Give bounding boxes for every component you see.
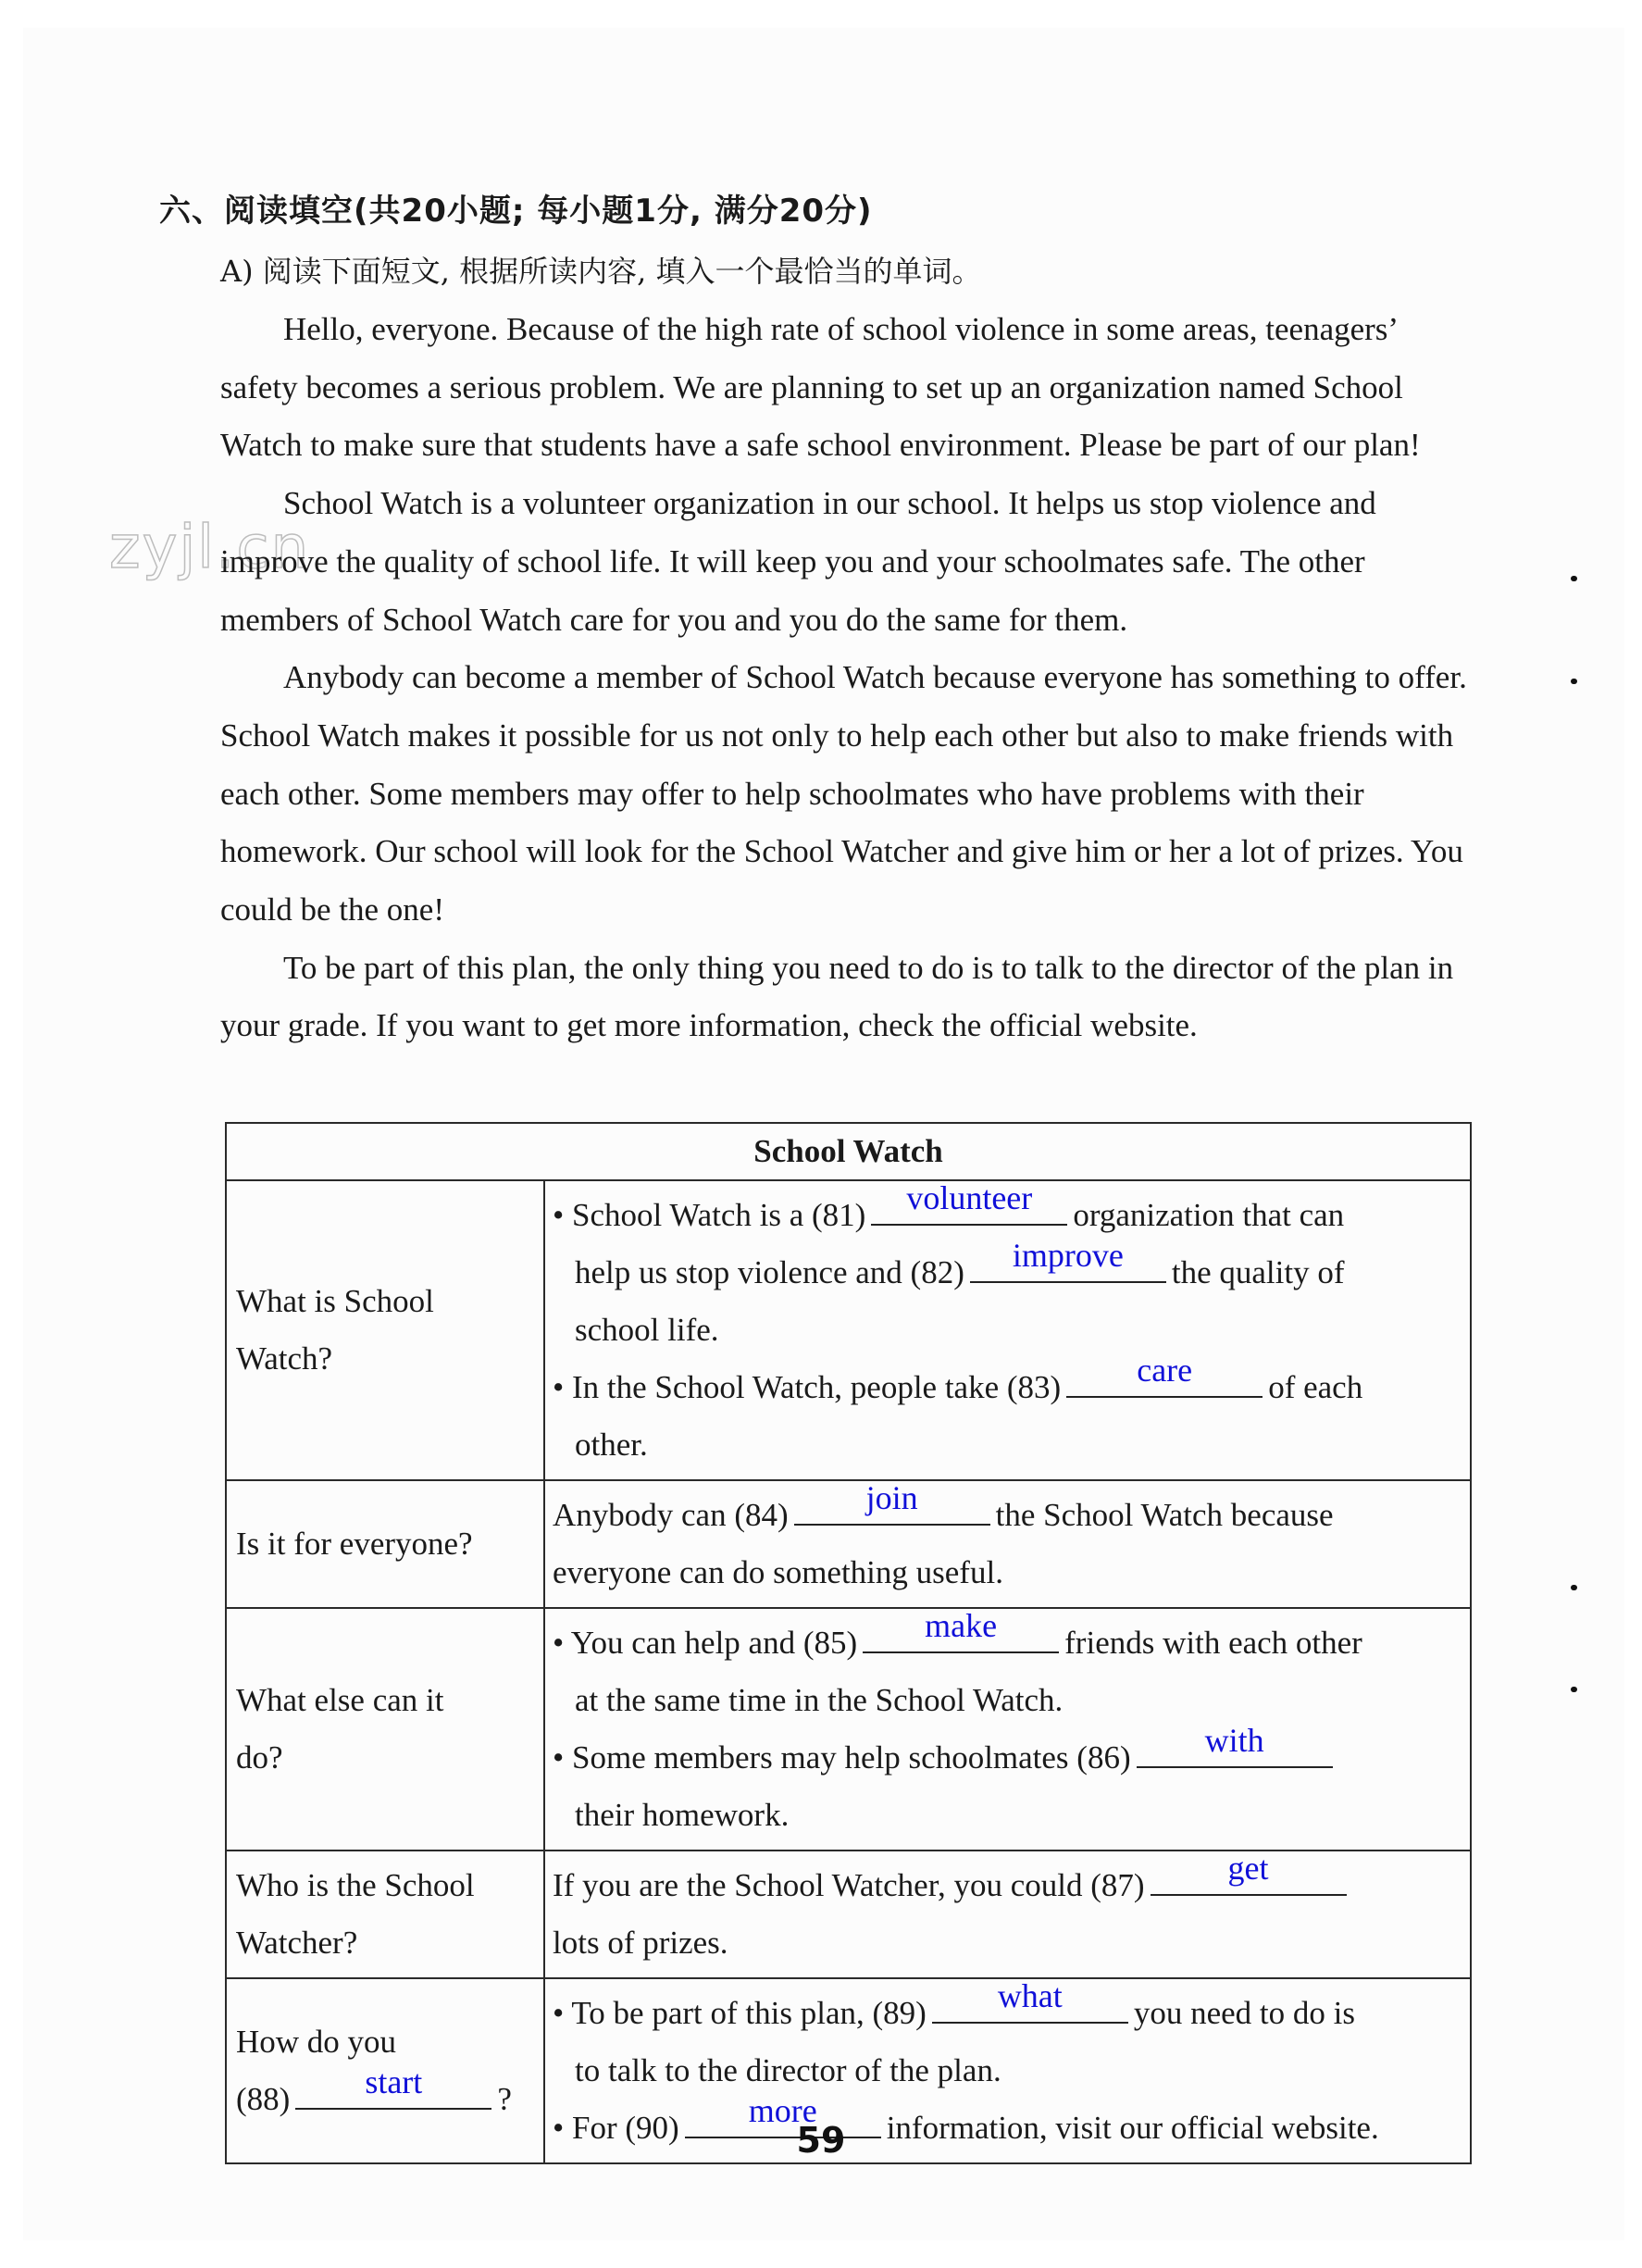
table-row [226, 1180, 1471, 1480]
handwritten-answer: get [1227, 1850, 1269, 1887]
blank-86[interactable] [1137, 1722, 1333, 1768]
answer-line [553, 1977, 1470, 2042]
question-cell [226, 1851, 544, 1978]
answer-line: to talk to the director of the plan. [575, 2052, 1001, 2088]
line-text: the quality of [1171, 1254, 1345, 1290]
question-text: How do you [236, 2024, 397, 2060]
question-text: What else can it [236, 1682, 444, 1718]
handwritten-answer: join [865, 1479, 918, 1516]
scan-speck [1571, 1585, 1577, 1590]
answer-line [553, 1722, 1470, 1787]
question-text: do? [236, 1739, 283, 1776]
answer-line: their homework. [575, 1797, 790, 1833]
line-text: • For (90) [553, 2110, 679, 2146]
table-row [226, 1608, 1471, 1851]
blank-88[interactable] [295, 2063, 491, 2110]
scan-speck [1571, 576, 1577, 581]
question-cell [226, 1480, 544, 1608]
question-text: What is School [236, 1283, 434, 1319]
answer-line [553, 1237, 1470, 1302]
page-number: 59 [796, 2120, 846, 2161]
answer-line [553, 1479, 1470, 1544]
school-watch-table [225, 1122, 1472, 2164]
passage-paragraph: To be part of this plan, the only thing you need to do is to talk to the director of the plan in your grade. If you want to get more information, check the official website. [220, 949, 1454, 1044]
line-text: help us stop violence and (82) [575, 1254, 964, 1290]
answer-cell [544, 1180, 1471, 1480]
answer-line: at the same time in the School Watch. [575, 1682, 1064, 1718]
blank-81[interactable] [871, 1179, 1067, 1226]
blank-89[interactable] [932, 1977, 1128, 2024]
handwritten-answer: with [1204, 1722, 1264, 1759]
handwritten-answer: volunteer [906, 1179, 1033, 1216]
handwritten-answer: improve [1012, 1237, 1124, 1274]
blank-84[interactable] [794, 1479, 990, 1526]
handwritten-answer: start [365, 2063, 423, 2100]
question-text: Who is the School [236, 1867, 475, 1903]
handwritten-answer: what [997, 1977, 1063, 2014]
line-text: you need to do is [1133, 1995, 1355, 2031]
watermark: zyjl.cn [109, 514, 311, 582]
blank-83[interactable] [1066, 1352, 1263, 1398]
answer-line [553, 1179, 1470, 1244]
line-text: • School Watch is a (81) [553, 1197, 866, 1233]
line-text: of each [1268, 1369, 1363, 1405]
scan-speck [1571, 679, 1577, 684]
answer-line [553, 1607, 1470, 1672]
passage-paragraph: School Watch is a volunteer organization in our school. It helps us stop violence and improve the quality of school life. It will keep you and your schoolmates safe. The other members of School Watch care for you and you do the same for them. [220, 485, 1376, 638]
answer-line: other. [575, 1427, 648, 1463]
instruction-text: A) 阅读下面短文, 根据所读内容, 填入一个最恰当的单词。 [220, 254, 982, 289]
line-text: • To be part of this plan, (89) [553, 1995, 927, 2031]
scan-speck [1571, 1687, 1577, 1692]
line-text: (88) [236, 2081, 291, 2117]
answer-line: lots of prizes. [553, 1925, 728, 1961]
line-text: friends with each other [1064, 1625, 1362, 1661]
table-header: School Watch [226, 1123, 1471, 1180]
line-text: ? [497, 2081, 512, 2117]
line-text: Anybody can (84) [553, 1497, 789, 1533]
question-text: Watcher? [236, 1925, 358, 1961]
passage-paragraph: Hello, everyone. Because of the high rate of school violence in some areas, teenagers’ safety becomes a serious problem. We are planning to set up an organization named School Watch to make sure that students have a safe school environment. Please be part of our plan! [220, 311, 1421, 464]
blank-82[interactable] [970, 1237, 1166, 1283]
section-title: 六、阅读填空(共20小题; 每小题1分, 满分20分) [159, 193, 873, 230]
passage-paragraph: Anybody can become a member of School Watch because everyone has something to offer. School Watch makes it possible for us not only to help each other but also to make friends with each other. Some members may offer to help schoolmates who have problems with their homework. Our school will look for the School Watcher and give him or her a lot of prizes. You could be the one! [220, 659, 1467, 928]
question-cell [226, 1180, 544, 1480]
question-text: Watch? [236, 1340, 333, 1377]
table-row [226, 1480, 1471, 1608]
answer-line: school life. [575, 1312, 719, 1348]
line-text: If you are the School Watcher, you could (87) [553, 1867, 1145, 1903]
handwritten-answer: care [1137, 1352, 1193, 1389]
line-text: • Some members may help schoolmates (86) [553, 1739, 1131, 1776]
handwritten-answer: more [748, 2092, 817, 2129]
blank-87[interactable] [1151, 1850, 1347, 1896]
answer-cell [544, 1608, 1471, 1851]
line-text: the School Watch because [995, 1497, 1334, 1533]
line-text: • In the School Watch, people take (83) [553, 1369, 1062, 1405]
blank-85[interactable] [863, 1607, 1059, 1653]
handwritten-answer: make [925, 1607, 998, 1644]
answer-line [553, 1850, 1470, 1914]
question-cell [226, 1608, 544, 1851]
answer-cell [544, 1851, 1471, 1978]
line-text: • You can help and (85) [553, 1625, 858, 1661]
line-text: information, visit our official website. [886, 2110, 1379, 2146]
answer-line: everyone can do something useful. [553, 1554, 1003, 1590]
answer-line [553, 1352, 1470, 1416]
table-row [226, 1851, 1471, 1978]
line-text: organization that can [1073, 1197, 1345, 1233]
reading-passage [220, 301, 1479, 1055]
answer-cell [544, 1480, 1471, 1608]
question-text: Is it for everyone? [236, 1526, 473, 1562]
